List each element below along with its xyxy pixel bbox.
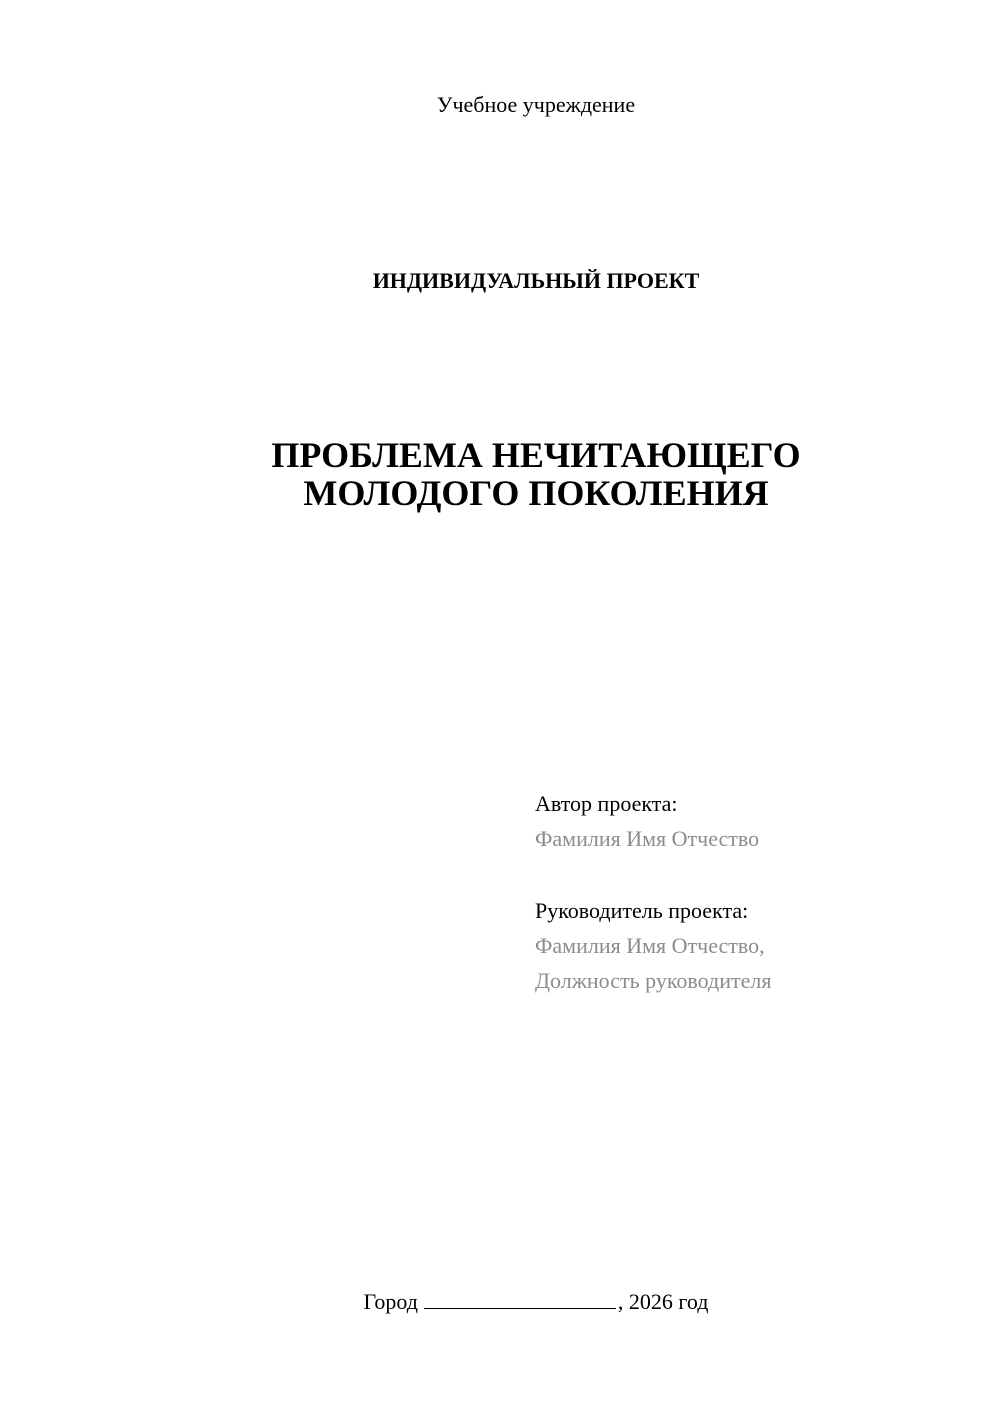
project-title [0, 436, 1000, 512]
supervisor-block [535, 893, 771, 998]
supervisor-name: Фамилия Имя Отчество, [535, 933, 765, 958]
author-name: Фамилия Имя Отчество [535, 826, 760, 851]
project-title-line-1: ПРОБЛЕМА НЕЧИТАЮЩЕГО [271, 435, 801, 475]
city-year-line [0, 1288, 1000, 1315]
author-block [535, 786, 759, 856]
year-text: , 2026 год [617, 1289, 709, 1314]
supervisor-position: Должность руководителя [535, 968, 772, 993]
author-label: Автор проекта: [535, 791, 678, 816]
project-title-line-2: МОЛОДОГО ПОКОЛЕНИЯ [303, 473, 769, 513]
city-label: Город [363, 1289, 418, 1314]
supervisor-label: Руководитель проекта: [535, 898, 749, 923]
institution-name: Учебное учреждение [436, 92, 636, 117]
city-blank [424, 1288, 616, 1309]
document-type: ИНДИВИДУАЛЬНЫЙ ПРОЕКТ [372, 268, 700, 293]
